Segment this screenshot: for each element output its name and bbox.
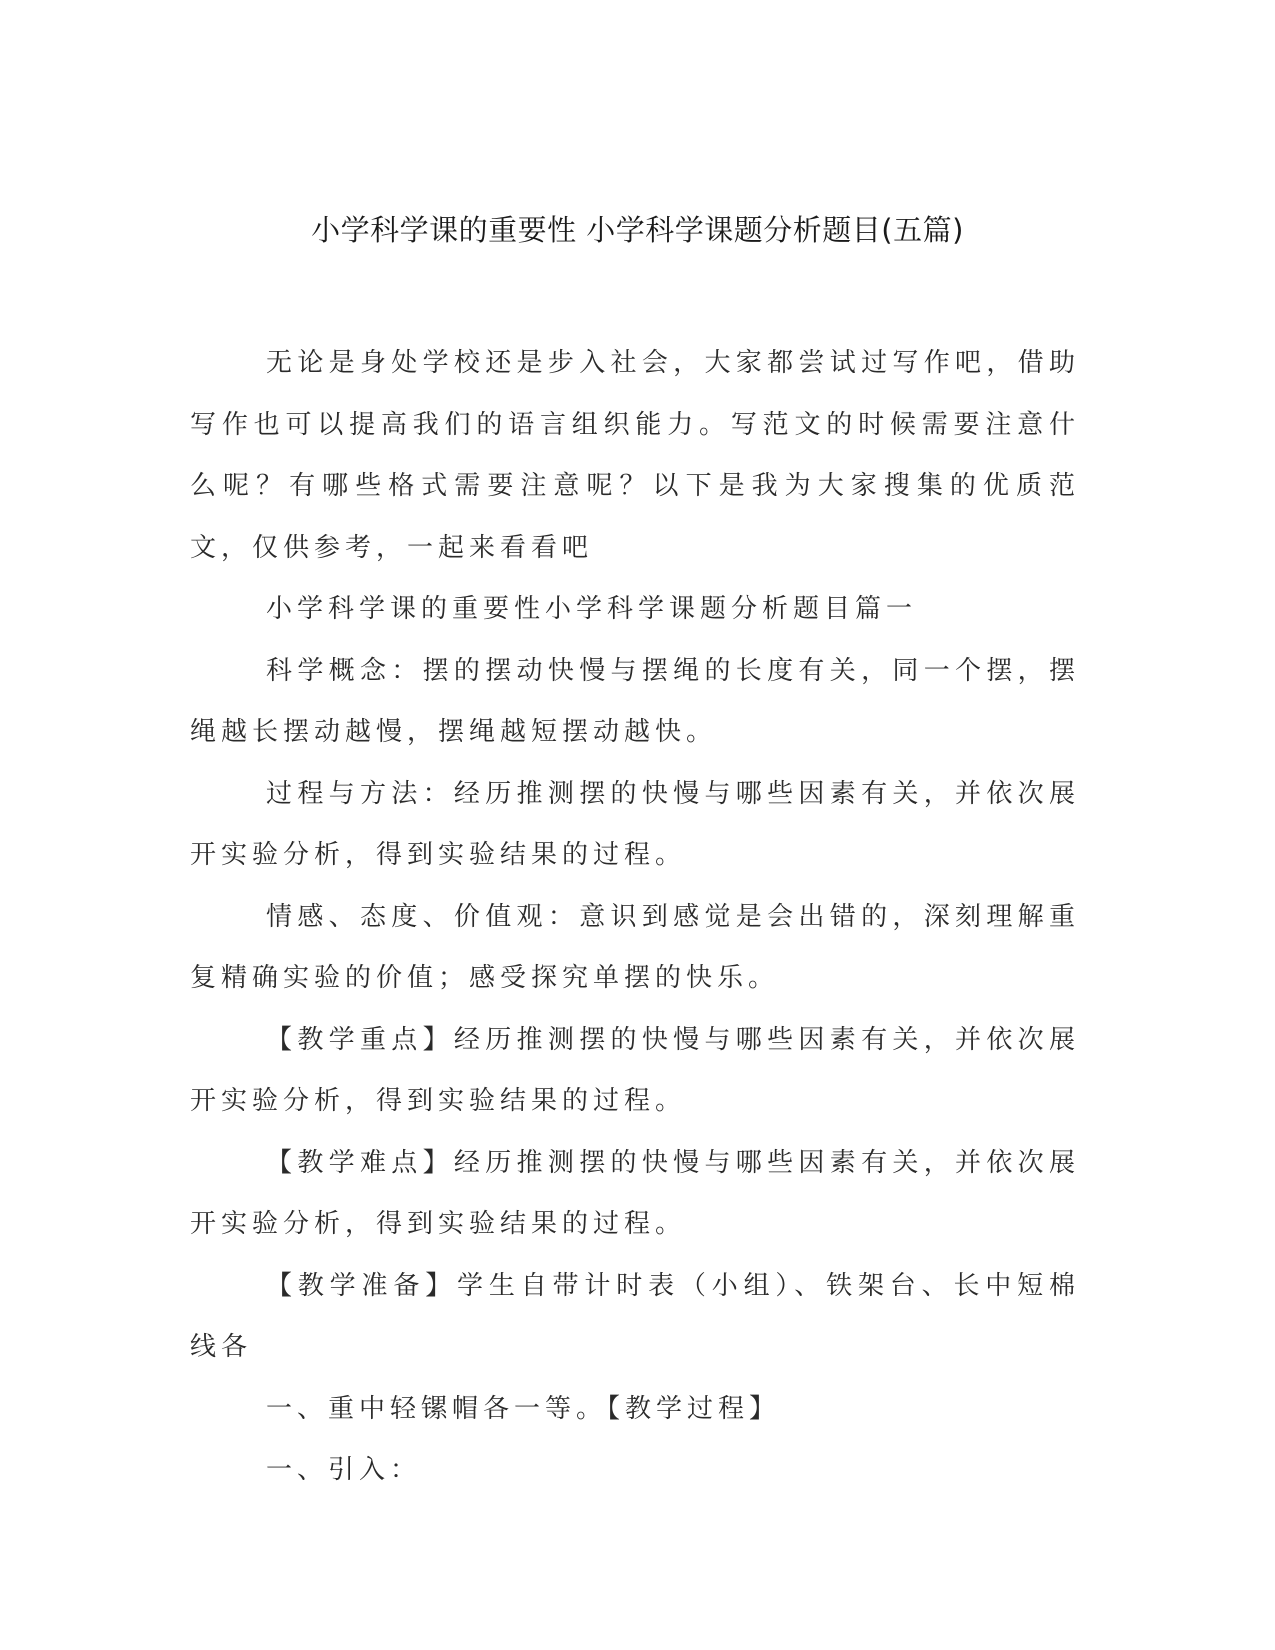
emotion-attitude-paragraph: 情感、态度、价值观：意识到感觉是会出错的，深刻理解重复精确实验的价值；感受探究单摆的快乐。 [190, 901, 1080, 993]
teaching-difficulty-paragraph: 【教学难点】经历推测摆的快慢与哪些因素有关，并依次展开实验分析，得到实验结果的过程。 [190, 1147, 1080, 1239]
teaching-preparation-paragraph: 【教学准备】学生自带计时表（小组）、铁架台、长中短棉线各 [190, 1270, 1080, 1362]
process-method-paragraph: 过程与方法：经历推测摆的快慢与哪些因素有关，并依次展开实验分析，得到实验结果的过程。 [190, 778, 1080, 870]
section-heading: 小学科学课的重要性小学科学课题分析题目篇一 [266, 594, 918, 624]
introduction-step-paragraph: 一、引入： [266, 1455, 422, 1485]
teaching-focus-paragraph: 【教学重点】经历推测摆的快慢与哪些因素有关，并依次展开实验分析，得到实验结果的过程。 [190, 1024, 1080, 1116]
intro-paragraph: 无论是身处学校还是步入社会，大家都尝试过写作吧，借助写作也可以提高我们的语言组织能力。写范文的时候需要注意什么呢？有哪些格式需要注意呢？以下是我为大家搜集的优质范文，仅供参考，一起来看看吧 [190, 348, 1080, 563]
science-concept-paragraph: 科学概念：摆的摆动快慢与摆绳的长度有关，同一个摆，摆绳越长摆动越慢，摆绳越短摆动越快。 [190, 655, 1080, 747]
document-title: 小学科学课的重要性 小学科学课题分析题目(五篇) [311, 213, 964, 247]
teaching-process-paragraph: 一、重中轻镙帽各一等。【教学过程】 [266, 1393, 781, 1424]
document-body [190, 333, 1080, 1502]
